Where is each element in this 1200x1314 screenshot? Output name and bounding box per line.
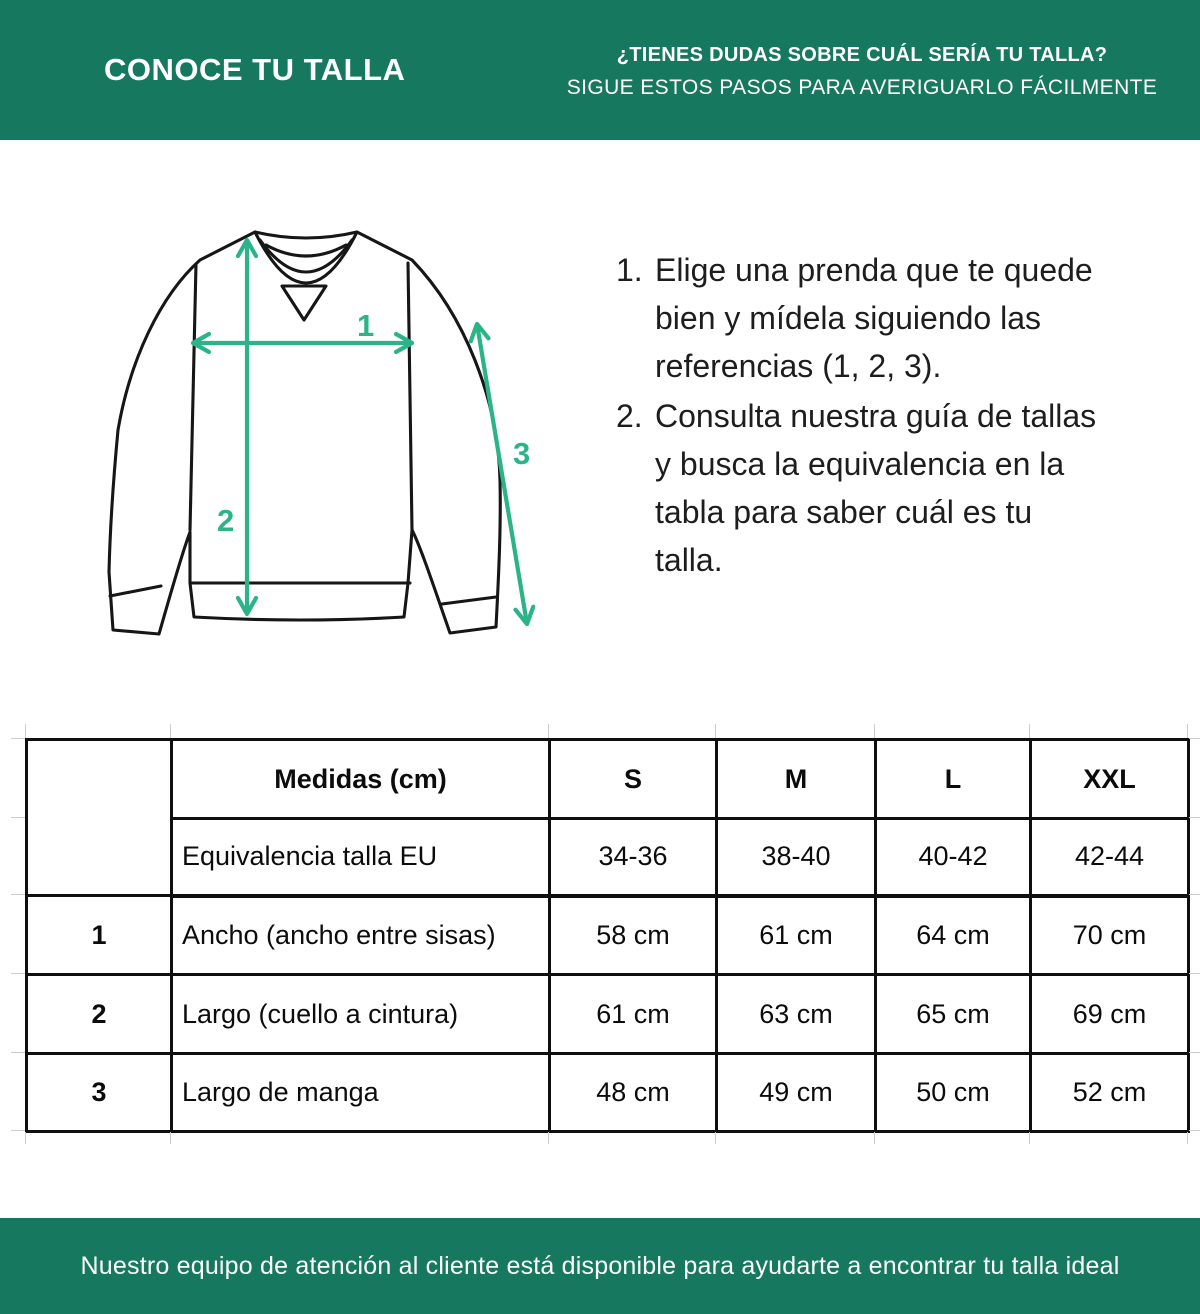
cell-value: 61 cm [550, 975, 717, 1054]
cell-value: 61 cm [717, 896, 876, 975]
column-header-measures: Medidas (cm) [172, 740, 550, 819]
row-ref: 1 [27, 896, 172, 975]
gridline-stub [25, 1132, 26, 1144]
gridline-stub [1189, 894, 1200, 895]
instruction-text [655, 246, 1161, 390]
row-ref: 2 [27, 975, 172, 1054]
column-header-size-xxl: XXL [1031, 740, 1189, 819]
cell-value: 69 cm [1031, 975, 1189, 1054]
table-header-row [27, 740, 1189, 819]
column-header-size-s: S [550, 740, 717, 819]
measure-label-3: 3 [513, 436, 531, 471]
cell-value: 63 cm [717, 975, 876, 1054]
column-header-size-l: L [876, 740, 1031, 819]
instruction-line: tabla para saber cuál es tu [655, 494, 1033, 530]
size-table [25, 738, 1190, 1133]
table-row-length [27, 975, 1189, 1054]
row-ref: 3 [27, 1054, 172, 1132]
gridline-stub [548, 1132, 549, 1144]
gridline-stub [11, 973, 25, 974]
instructions-list [616, 246, 1161, 586]
header-question: ¿TIENES DUDAS SOBRE CUÁL SERÍA TU TALLA? [616, 44, 1108, 66]
instruction-item-2 [616, 392, 1161, 584]
instruction-line: talla. [655, 542, 723, 578]
gridline-stub [25, 724, 26, 738]
instruction-number: 2. [616, 398, 643, 434]
table-row-equivalence [27, 819, 1189, 896]
gridline-stub [1029, 724, 1030, 738]
measure-label-1: 1 [357, 308, 375, 343]
cell-value: 50 cm [876, 1054, 1031, 1132]
gridline-stub [11, 738, 25, 739]
gridline-stub [1187, 724, 1188, 738]
footer-message: Nuestro equipo de atención al cliente está disponible para ayudarte a encontrar tu talla ideal [80, 1251, 1120, 1280]
table-row-sleeve [27, 1054, 1189, 1132]
cell-value: 52 cm [1031, 1054, 1189, 1132]
cell-value: 34-36 [550, 819, 717, 896]
gridline-stub [1189, 1052, 1200, 1053]
cell-value: 58 cm [550, 896, 717, 975]
cell-value: 38-40 [717, 819, 876, 896]
instruction-line: Elige una prenda que te quede [655, 252, 1093, 288]
row-label: Ancho (ancho entre sisas) [172, 896, 550, 975]
row-label: Equivalencia talla EU [172, 819, 550, 896]
instruction-item-1 [616, 246, 1161, 390]
gridline-stub [548, 724, 549, 738]
gridline-stub [11, 1130, 25, 1131]
sweatshirt-drawing [109, 232, 500, 634]
gridline-stub [11, 1052, 25, 1053]
table-row-width [27, 896, 1189, 975]
column-header-size-m: M [717, 740, 876, 819]
instruction-number: 1. [616, 252, 643, 288]
instruction-text [655, 392, 1161, 584]
cell-value: 64 cm [876, 896, 1031, 975]
instruction-line: y busca la equivalencia en la [655, 446, 1065, 482]
sweatshirt-diagram [90, 200, 590, 670]
cell-value: 40-42 [876, 819, 1031, 896]
row-label: Largo (cuello a cintura) [172, 975, 550, 1054]
gridline-stub [1189, 973, 1200, 974]
gridline-stub [1189, 1130, 1200, 1131]
gridline-stub [170, 1132, 171, 1144]
gridline-stub [715, 1132, 716, 1144]
cell-value: 49 cm [717, 1054, 876, 1132]
gridline-stub [715, 724, 716, 738]
table-corner-cell [27, 740, 172, 896]
gridline-stub [1029, 1132, 1030, 1144]
instruction-line: referencias (1, 2, 3). [655, 348, 942, 384]
gridline-stub [1189, 738, 1200, 739]
gridline-stub [170, 724, 171, 738]
measure-label-2: 2 [217, 503, 235, 538]
gridline-stub [1189, 817, 1200, 818]
header-instruction: SIGUE ESTOS PASOS PARA AVERIGUARLO FÁCILMENTE [566, 76, 1158, 99]
gridline-stub [874, 724, 875, 738]
cell-value: 48 cm [550, 1054, 717, 1132]
header-subtitle-block [540, 44, 1184, 100]
cell-value: 70 cm [1031, 896, 1189, 975]
row-label: Largo de manga [172, 1054, 550, 1132]
cell-value: 42-44 [1031, 819, 1189, 896]
gridline-stub [11, 817, 25, 818]
gridline-stub [874, 1132, 875, 1144]
page-title: CONOCE TU TALLA [104, 52, 406, 87]
gridline-stub [1187, 1132, 1188, 1144]
instruction-line: Consulta nuestra guía de tallas [655, 398, 1097, 434]
footer-bar [0, 1218, 1200, 1314]
instruction-line: bien y mídela siguiendo las [655, 300, 1042, 336]
header-bar [0, 0, 1200, 140]
cell-value: 65 cm [876, 975, 1031, 1054]
gridline-stub [11, 894, 25, 895]
